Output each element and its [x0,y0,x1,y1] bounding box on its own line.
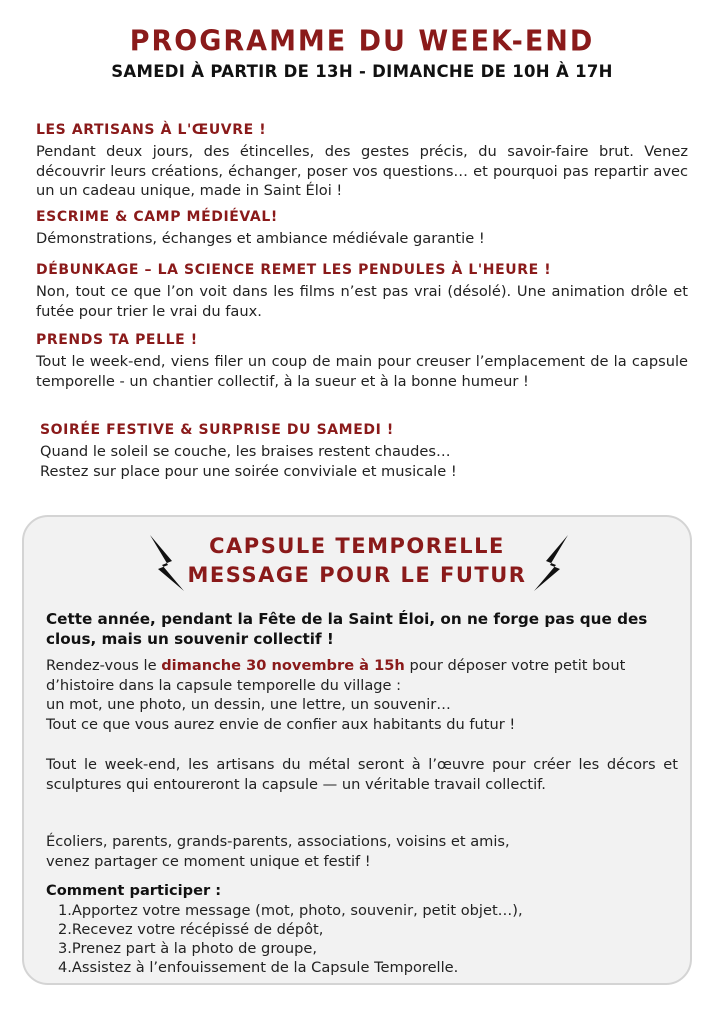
section-body: Démonstrations, échanges et ambiance médiévale garantie ! [36,230,485,247]
section-body: Tout le week-end, viens filer un coup de main pour creuser l’emplacement de la capsule temporelle - un chantier collectif, à la sueur et à la bonne humeur ! [36,353,688,390]
section-body: Pendant deux jours, des étincelles, des gestes précis, du savoir-faire brut. Venez découvrir leurs créations, échanger, poser vos questions… et pourquoi pas repartir avec un un cadeau unique, made in Saint Éloi ! [36,143,688,199]
how-to-participate [46,881,678,977]
section-body [40,442,692,481]
rdv-line: un mot, une photo, un dessin, une lettre, un souvenir… [46,696,451,713]
step-item: 4.Assistez à l’enfouissement de la Capsule Temporelle. [58,958,459,976]
step-item: 3.Prenez part à la photo de groupe, [58,939,318,957]
section-title: PRENDS TA PELLE ! [36,332,198,348]
invite-line: Écoliers, parents, grands-parents, associations, voisins et amis, [46,833,510,850]
steps-list [46,901,678,977]
program-section-soiree [40,420,692,481]
section-body-line: Quand le soleil se couche, les braises restent chaudes… [40,443,451,460]
section-title: DÉBUNKAGE – LA SCIENCE REMET LES PENDULES À L'HEURE ! [36,262,552,278]
step-item: 2.Recevez votre récépissé de dépôt, [58,920,324,938]
section-title: LES ARTISANS À L'ŒUVRE ! [36,122,267,138]
capsule-title-line1: CAPSULE TEMPORELLE [209,534,505,558]
capsule-title-line2: MESSAGE POUR LE FUTUR [187,563,527,587]
capsule-panel [22,515,692,985]
capsule-rendezvous [46,656,678,734]
program-section-pelle [36,330,688,391]
schedule-subtitle: SAMEDI À PARTIR DE 13H - DIMANCHE DE 10H À 17H [111,62,613,81]
section-title: ESCRIME & CAMP MÉDIÉVAL! [36,209,278,225]
page-title: PROGRAMME DU WEEK-END [129,25,595,58]
capsule-invite [46,832,678,871]
how-title: Comment participer : [46,882,222,899]
capsule-artisans: Tout le week-end, les artisans du métal seront à l’œuvre pour créer les décors et sculptures qui entoureront la capsule — un véritable travail collectif. [46,756,678,793]
rdv-line: Tout ce que vous aurez envie de confier aux habitants du futur ! [46,715,516,733]
section-body-line: Restez sur place pour une soirée conviviale et musicale ! [40,462,457,480]
program-section-artisans [36,120,688,201]
program-section-debunkage [36,260,688,321]
rdv-suffix: pour déposer votre petit bout d’histoire dans la capsule temporelle du village : [46,657,626,694]
rdv-prefix: Rendez-vous le [46,657,162,674]
rdv-date: dimanche 30 novembre à 15h [161,657,405,674]
program-section-escrime [36,207,688,249]
capsule-lead: Cette année, pendant la Fête de la Saint Éloi, on ne forge pas que des clous, mais un souvenir collectif ! [46,610,648,648]
step-item: 1.Apportez votre message (mot, photo, souvenir, petit objet…), [58,901,523,919]
section-title: SOIRÉE FESTIVE & SURPRISE DU SAMEDI ! [40,422,394,438]
section-body: Non, tout ce que l’on voit dans les films n’est pas vrai (désolé). Une animation drôle et futée pour trier le vrai du faux. [36,283,688,320]
invite-line: venez partager ce moment unique et festif ! [46,852,371,870]
